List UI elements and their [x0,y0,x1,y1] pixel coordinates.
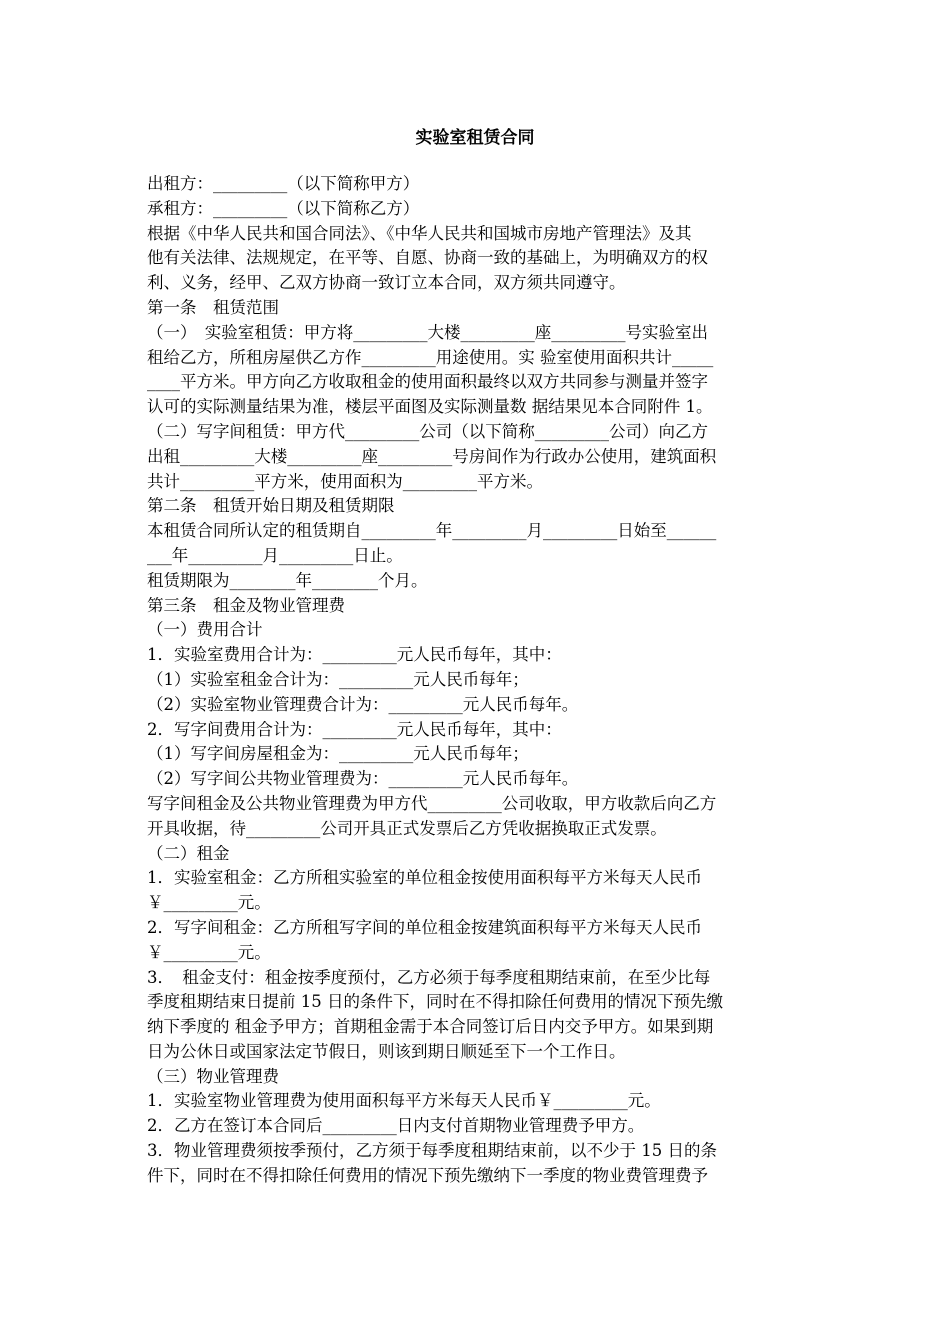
text-line: 利、义务，经甲、乙双方协商一致订立本合同，双方须共同遵守。 [147,273,626,293]
text-line: （一） 实验室租赁：甲方将_________大楼_________座_________号实验室出 [147,322,708,342]
section-heading: 第二条 租赁开始日期及租赁期限 [147,496,395,516]
text-line: 共计_________平方米，使用面积为_________平方米。 [147,471,543,491]
text-line: 开具收据，待_________公司开具正式发票后乙方凭收据换取正式发票。 [147,818,667,838]
text-line: 承租方：_________（以下简称乙方） [147,198,420,218]
section-heading: 第三条 租金及物业管理费 [147,595,345,615]
text-line: 季度租期结束日提前 15 日的条件下，同时在不得扣除任何费用的情况下预先缴 [147,992,723,1012]
text-line: 件下，同时在不得扣除任何费用的情况下预先缴纳下一季度的物业费管理费予 [147,1165,708,1185]
text-line: （1）写字间房屋租金为：_________元人民币每年； [147,744,529,764]
text-line: 出租_________大楼_________座_________号房间作为行政办公使用，建筑面积 [147,446,717,466]
subsection-heading: （三）物业管理费 [147,1066,279,1086]
text-line: 他有关法律、法规规定，在平等、自愿、协商一致的基础上，为明确双方的权 [147,248,708,268]
text-line: 租给乙方，所租房屋供乙方作_________用途使用。实 验室使用面积共计_____ [147,347,714,367]
text-line: 2．写字间费用合计为：_________元人民币每年，其中： [147,719,562,739]
text-line: 3．物业管理费须按季预付，乙方须于每季度租期结束前，以不少于 15 日的条 [147,1141,717,1161]
text-line: 1．实验室租金：乙方所租实验室的单位租金按使用面积每平方米每天人民币 [147,868,702,888]
text-line: ___年_________月_________日止。 [147,545,403,565]
text-line: ￥_________元。 [147,942,271,962]
document-body [147,172,807,1189]
text-line: 2．乙方在签订本合同后_________日内支付首期物业管理费予甲方。 [147,1116,645,1136]
document-title: 实验室租赁合同 [415,128,535,148]
text-line: 本租赁合同所认定的租赁期自_________年_________月_________日始至______ [147,521,717,541]
text-line: 2．写字间租金：乙方所租写字间的单位租金按建筑面积每平方米每天人民币 [147,917,702,937]
subsection-heading: （二）租金 [147,843,230,863]
text-line: 纳下季度的 租金予甲方；首期租金需于本合同签订后日内交予甲方。如果到期 [147,1017,714,1037]
section-heading: 第一条 租赁范围 [147,297,279,317]
text-line: ￥_________元。 [147,893,271,913]
text-line: ____平方米。甲方向乙方收取租金的使用面积最终以双方共同参与测量并签字 [147,372,708,392]
text-line: （2）写字间公共物业管理费为：_________元人民币每年。 [147,769,579,789]
text-line: （2）实验室物业管理费合计为：_________元人民币每年。 [147,694,579,714]
text-line: 写字间租金及公共物业管理费为甲方代_________公司收取，甲方收款后向乙方 [147,793,717,813]
text-line: 1．实验室费用合计为：_________元人民币每年，其中： [147,645,562,665]
text-line: 认可的实际测量结果为准，楼层平面图及实际测量数 据结果见本合同附件 1。 [147,397,713,417]
text-line: 租赁期限为________年________个月。 [147,570,428,590]
text-line: 日为公休日或国家法定节假日，则该到期日顺延至下一个工作日。 [147,1041,626,1061]
text-line: 1．实验室物业管理费为使用面积每平方米每天人民币￥_________元。 [147,1091,661,1111]
text-line: （二）写字间租赁：甲方代_________公司（以下简称_________公司）向乙方 [147,421,708,441]
text-line: （1）实验室租金合计为：_________元人民币每年； [147,669,529,689]
text-line: 根据《中华人民共和国合同法》、《中华人民共和国城市房地产管理法》及其 [147,223,692,243]
subsection-heading: （一）费用合计 [147,620,263,640]
text-line: 3． 租金支付：租金按季度预付，乙方必须于每季度租期结束前，在至少比每 [147,967,711,987]
text-line: 出租方：_________（以下简称甲方） [147,174,420,193]
